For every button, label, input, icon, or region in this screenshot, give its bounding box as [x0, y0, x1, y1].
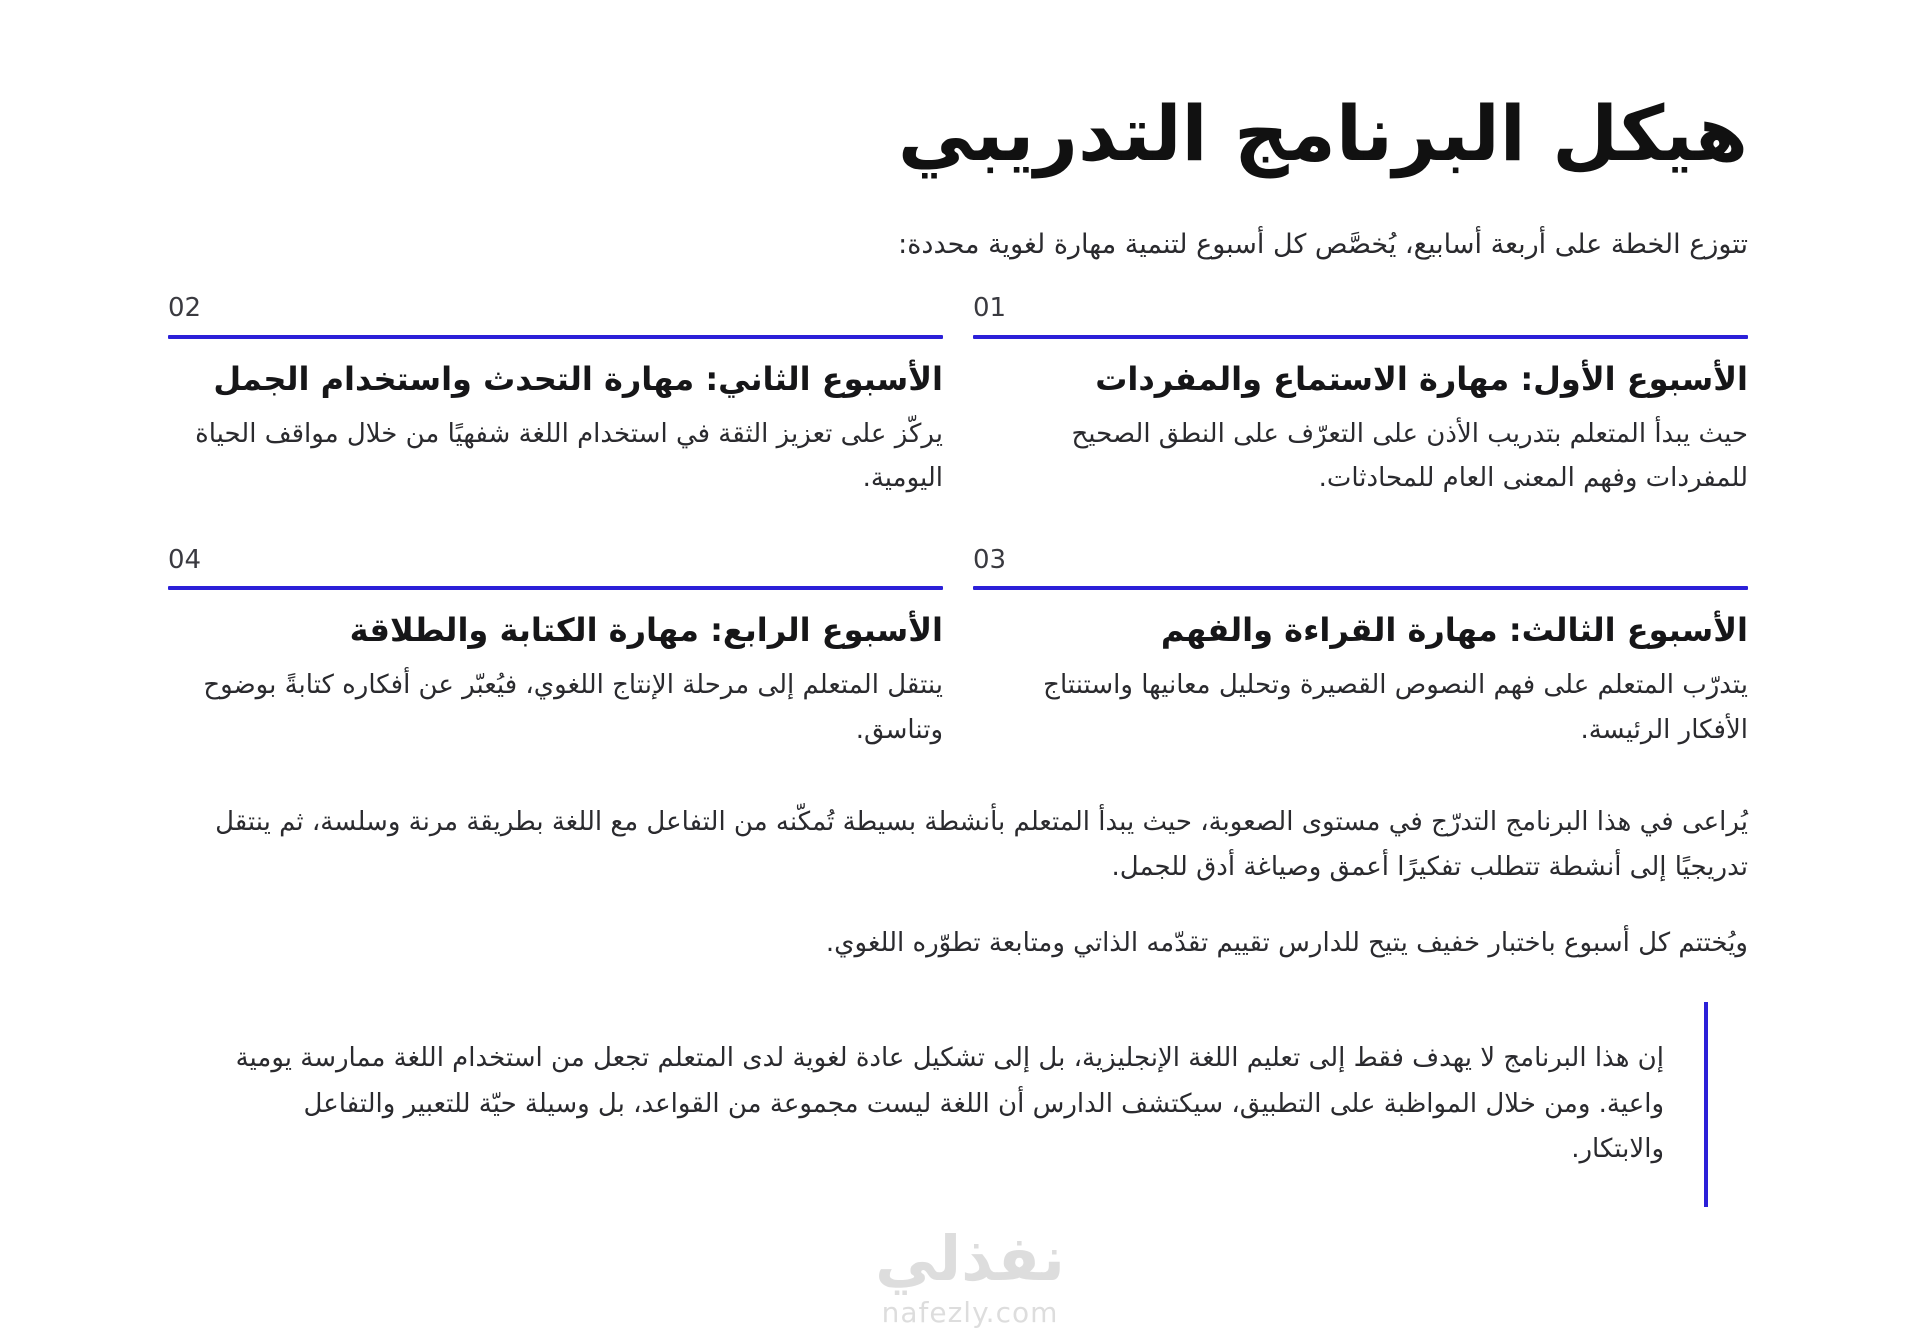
week-number: 01 — [973, 293, 1007, 324]
week-title: الأسبوع الثاني: مهارة التحدث واستخدام الجمل — [213, 359, 943, 398]
watermark-url: nafezly.com — [881, 1296, 1059, 1329]
body-paragraph-progression: يُراعى في هذا البرنامج التدرّج في مستوى الصعوبة، حيث يبدأ المتعلم بأنشطة بسيطة تُمكّنه من التفاعل مع اللغة بطريقة مرنة وسلسة، ثم ينتقل تدريجيًا إلى أنشطة تتطلب تفكيرًا أعمق وصياغة أدق للجمل. — [215, 806, 1748, 883]
weeks-grid — [168, 293, 1748, 751]
week-title: الأسبوع الرابع: مهارة الكتابة والطلاقة — [349, 610, 943, 649]
intro-text: تتوزع الخطة على أربعة أسابيع، يُخصَّص كل أسبوع لتنمية مهارة لغوية محددة: — [898, 228, 1748, 260]
week-title: الأسبوع الثالث: مهارة القراءة والفهم — [1160, 610, 1748, 649]
week-card-3 — [973, 545, 1748, 752]
body-paragraph-assessment: ويُختتم كل أسبوع باختبار خفيف يتيح للدارس تقييم تقدّمه الذاتي ومتابعة تطوّره اللغوي. — [825, 927, 1748, 958]
week-number: 03 — [973, 544, 1007, 575]
page-title: هيكل البرنامج التدريبي — [897, 89, 1748, 178]
week-divider — [973, 335, 1748, 339]
watermark-logo: نفذلي — [875, 1222, 1065, 1295]
week-description: يركّز على تعزيز الثقة في استخدام اللغة شفهيًا من خلال مواقف الحياة اليومية. — [195, 419, 943, 494]
week-description: ينتقل المتعلم إلى مرحلة الإنتاج اللغوي، فيُعبّر عن أفكاره كتابةً بوضوح وتناسق. — [203, 670, 943, 745]
week-description: يتدرّب المتعلم على فهم النصوص القصيرة وتحليل معانيها واستنتاج الأفكار الرئيسة. — [1043, 670, 1748, 745]
week-divider — [973, 586, 1748, 590]
week-divider — [168, 335, 943, 339]
week-divider — [168, 586, 943, 590]
week-title: الأسبوع الأول: مهارة الاستماع والمفردات — [1095, 359, 1748, 398]
nafezly-watermark — [860, 1222, 1080, 1329]
week-number: 04 — [168, 544, 202, 575]
week-card-1 — [973, 293, 1748, 500]
week-card-2 — [168, 293, 943, 500]
week-card-4 — [168, 545, 943, 752]
week-number: 02 — [168, 293, 202, 324]
document-page — [168, 0, 1748, 1233]
closing-quote: إن هذا البرنامج لا يهدف فقط إلى تعليم اللغة الإنجليزية، بل إلى تشكيل عادة لغوية لدى المتعلم تجعل من استخدام اللغة ممارسة يومية واعية. ومن خلال المواظبة على التطبيق، سيكتشف الدارس أن اللغة ليست مجموعة من القواعد، بل وسيلة حيّة للتعبير والتفاعل والابتكار. — [208, 1002, 1708, 1207]
week-description: حيث يبدأ المتعلم بتدريب الأذن على التعرّف على النطق الصحيح للمفردات وفهم المعنى العام للمحادثات. — [1071, 419, 1748, 494]
